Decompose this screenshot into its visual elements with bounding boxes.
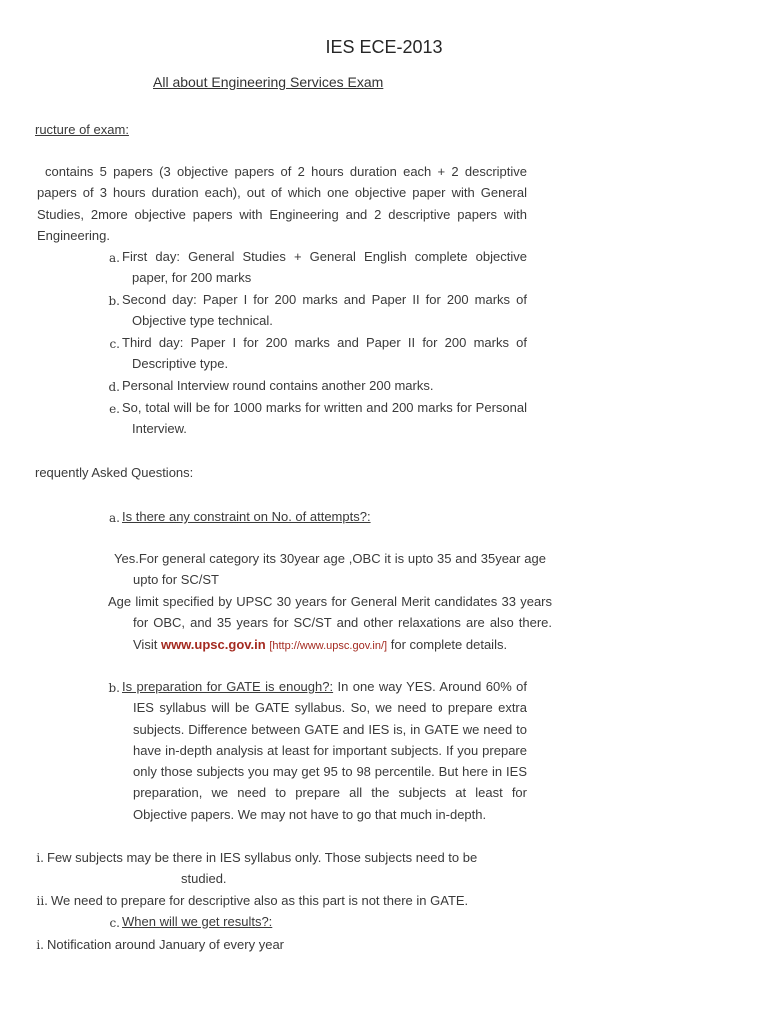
faq-question-attempts: Is there any constraint on No. of attempts?: [122,509,371,524]
faq-subitem-text: We need to prepare for descriptive also as this part is not there in GATE. [51,893,469,908]
list-marker: d. [108,380,120,394]
section-heading-structure: ructure of exam: [35,122,129,137]
list-marker: c. [109,916,120,930]
faq-answer-limits-tail: for complete details. [390,636,508,652]
list-item-text: Personal Interview round contains another 200 marks. [122,378,434,393]
faq-question-gate: Is preparation for GATE is enough?: [122,679,334,694]
upsc-link-url[interactable]: [http://www.upsc.gov.in/] [269,639,388,652]
list-item-text: So, total will be for 1000 marks for written and 200 marks for Personal Interview. [122,400,527,437]
list-item-text: First day: General Studies + General English complete objective paper, for 200 marks [122,249,527,286]
page-title: IES ECE-2013 [325,37,443,57]
faq-question-results: When will we get results?: [122,914,273,929]
faq-answer-limits-text: Age limit specified by UPSC 30 years for General Merit candidates 33 years for OBC, and 35 years for SC/ST and other relaxations are also there. Visit [108,594,552,652]
list-marker: i. [36,851,44,865]
structure-intro-paragraph: contains 5 papers (3 objective papers of 2 hours duration each + 2 descriptive papers of 3 hours duration each), out of which one objective paper with General Studies, 2more objective papers with Engineering and 2 descriptive papers with Engineering. [37,164,527,243]
faq-answer-age: Yes.For general category its 30year age ,OBC it is upto 35 and 35year age upto for SC/ST [114,551,546,588]
faq-subitem-continuation: studied. [181,871,227,886]
section-heading-faq: requently Asked Questions: [35,465,194,480]
list-item-text: Second day: Paper I for 200 marks and Paper II for 200 marks of Objective type technical. [122,292,527,329]
faq-item-gate [122,676,527,825]
page-subtitle: All about Engineering Services Exam [153,74,384,90]
list-marker: b. [108,681,120,695]
faq-answer-gate: In one way YES. Around 60% of IES syllabus will be GATE syllabus. So, we need to prepare extra subjects. Difference between GATE and IES is, in GATE we need to have in-depth analysis at least for important subjects. If you prepare only those subjects you may get 95 to 98 percentile. But here in IES preparation, we need to prepare all the subjects at least for Objective papers. We may not have to go that much in-depth. [133,679,527,822]
list-marker: e. [109,402,120,416]
list-marker: a. [109,511,120,525]
list-marker: a. [109,251,120,265]
list-marker: b. [108,294,120,308]
list-marker: ii. [36,894,48,908]
list-marker: c. [109,337,120,351]
list-marker: i. [36,938,44,952]
list-item-text: Third day: Paper I for 200 marks and Paper II for 200 marks of Descriptive type. [122,335,527,372]
upsc-link[interactable]: www.upsc.gov.in [160,636,266,652]
faq-subitem-text: Notification around January of every year [47,937,285,952]
faq-answer-limits [108,591,552,657]
faq-subitem-text: Few subjects may be there in IES syllabus only. Those subjects need to be [47,850,478,865]
